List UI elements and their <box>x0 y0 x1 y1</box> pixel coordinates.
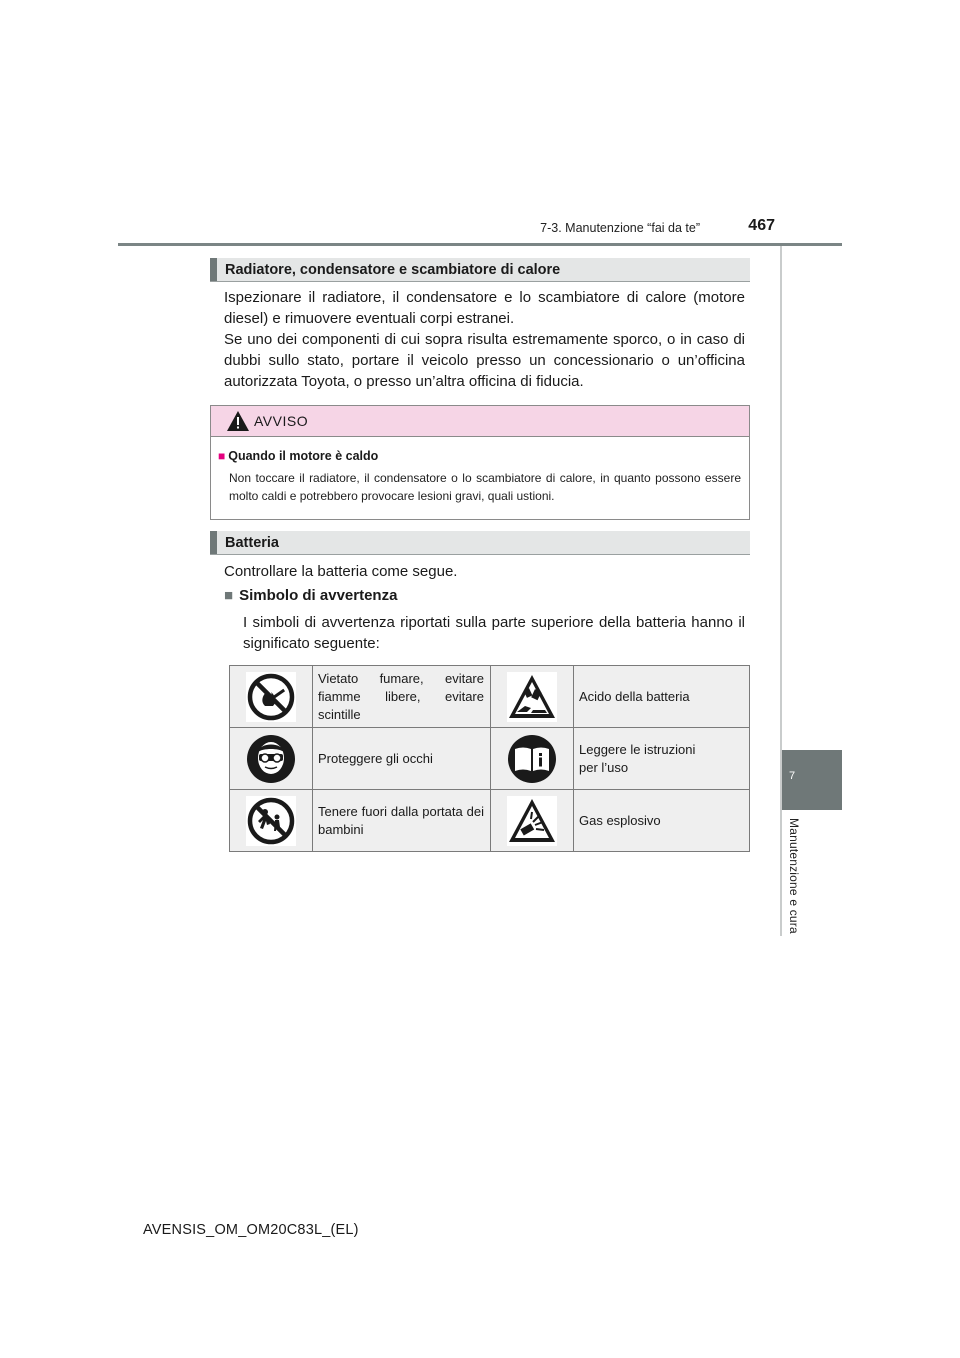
warning-text: Non toccare il radiatore, il condensatore o lo scambiatore di calore, in quanto possono essere molto caldi e potrebbero provocare lesioni gravi, quali ustioni. <box>229 471 741 503</box>
chapter-tab-label: Manutenzione e cura <box>787 818 801 934</box>
warning-subtitle <box>218 449 378 463</box>
section-title: Radiatore, condensatore e scambiatore di calore <box>225 262 561 278</box>
symbol-cell <box>230 790 313 852</box>
symbol-cell <box>491 728 574 790</box>
battery-acid-icon <box>507 672 557 722</box>
section-title: Batteria <box>225 535 279 551</box>
warning-symbols-text: I simboli di avvertenza riportati sulla parte superiore della batteria hanno il significato seguente: <box>243 614 745 652</box>
radiator-body <box>224 287 745 392</box>
symbol-description: Tenere fuori dalla portata dei bambini <box>313 790 491 852</box>
paragraph: Se uno dei componenti di cui sopra risulta estremamente sporco, o in caso di dubbi sullo stato, portare il veicolo presso un concessionario o un’officina autorizzata Toyota, o presso un’altra officina di fiducia. <box>224 331 745 390</box>
symbol-description: Vietato fumare, evitare fiamme libere, evitare scintille <box>313 666 491 728</box>
table-row <box>230 666 750 728</box>
symbol-cell <box>491 666 574 728</box>
keep-away-children-icon <box>246 796 296 846</box>
eye-protection-icon <box>246 734 296 784</box>
symbol-cell <box>230 728 313 790</box>
battery-symbols-table <box>229 665 750 852</box>
square-bullet-icon: ■ <box>224 587 234 604</box>
section-breadcrumb: 7-3. Manutenzione “fai da te” <box>540 221 700 235</box>
section-header-battery <box>210 531 750 555</box>
symbol-description-line: Leggere le istruzioni <box>579 741 696 757</box>
table-row <box>230 790 750 852</box>
paragraph: Ispezionare il radiatore, il condensatore e lo scambiatore di calore (motore diesel) e rimuovere eventuali corpi estranei. <box>224 289 745 327</box>
warning-subtitle-text: Quando il motore è caldo <box>228 449 379 463</box>
warning-triangle-icon <box>226 410 250 432</box>
symbol-cell <box>491 790 574 852</box>
table-row <box>230 728 750 790</box>
symbol-description-line: per l’uso <box>579 759 629 775</box>
no-smoking-flame-icon <box>246 672 296 722</box>
explosive-gas-icon <box>507 796 557 846</box>
chapter-tab-number: 7 <box>788 770 796 782</box>
symbol-description: Acido della batteria <box>574 666 750 728</box>
warning-label: AVVISO <box>254 413 309 429</box>
symbol-cell <box>230 666 313 728</box>
bullet-title-text: Simbolo di avvertenza <box>239 587 398 604</box>
read-instructions-icon <box>507 734 557 784</box>
symbol-description: Proteggere gli occhi <box>313 728 491 790</box>
header-divider <box>118 243 842 246</box>
section-header-radiator <box>210 258 750 282</box>
warning-header <box>211 406 749 437</box>
page-number: 467 <box>748 217 775 234</box>
warning-symbols-heading <box>224 587 397 604</box>
square-bullet-icon: ■ <box>218 449 226 463</box>
battery-intro: Controllare la batteria come segue. <box>224 563 458 580</box>
side-tab-divider <box>780 246 782 936</box>
document-code: AVENSIS_OM_OM20C83L_(EL) <box>143 1222 359 1238</box>
symbol-description <box>574 728 750 790</box>
warning-box <box>210 405 750 520</box>
symbol-description: Gas esplosivo <box>574 790 750 852</box>
